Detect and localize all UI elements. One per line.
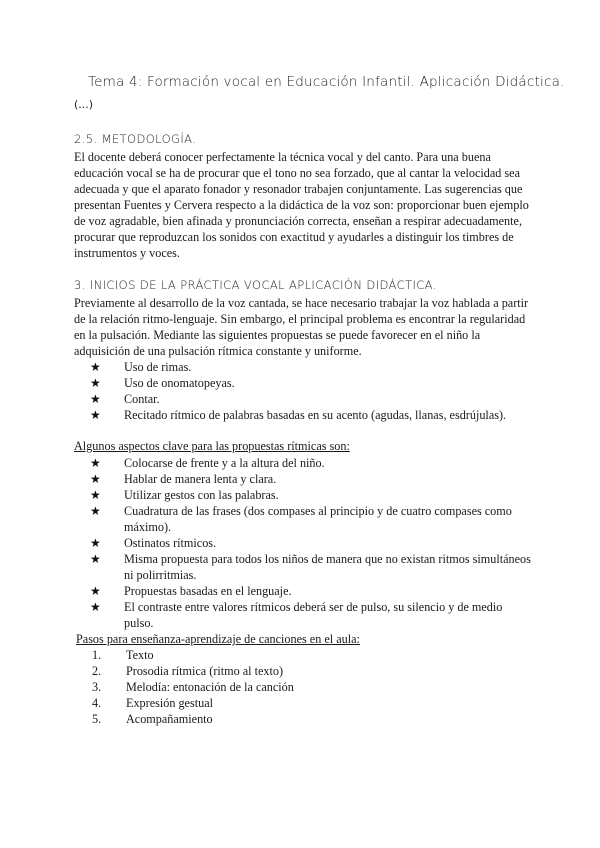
star-icon: ★ [90,408,101,422]
star-icon: ★ [90,600,101,614]
list-item: ★ Uso de onomatopeyas. [90,376,235,390]
section-text-inicios: Previamente al desarrollo de la voz cantada, se hace necesario trabajar la voz hablada a partir de la relación ritmo-lenguaje. Sin embargo, el principal problema es encontrar la regularidad en la pulsación. Mediante las siguientes propuestas se puede favorecer en el niño la adquisición de una pulsación rítmica constante y uniforme. [74,296,529,358]
list-item: 4. Expresión gestual [92,696,213,710]
star-icon: ★ [90,376,101,390]
star-icon: ★ [90,360,101,374]
list-item: ★ Ostinatos rítmicos. [90,536,217,550]
list-item: ★ Utilizar gestos con las palabras. [90,488,279,502]
section-inicios [74,277,534,423]
list-item: ★ Recitado rítmico de palabras basadas en su acento (agudas, llanas, esdrújulas). [90,408,507,422]
list-item: ★ Hablar de manera lenta y clara. [90,472,277,486]
star-icon: ★ [90,488,101,502]
star-icon: ★ [90,584,101,598]
star-icon: ★ [90,552,101,566]
list-item: 1. Texto [92,648,154,662]
aspects-list [74,455,534,631]
list-item: ★ El contraste entre valores rítmicos deberá ser de pulso, su silencio y de medio pulso. [90,600,503,630]
star-icon: ★ [90,456,101,470]
aspects-heading: Algunos aspectos clave para las propuestas rítmicas son: [74,439,350,453]
section-heading-metodologia: 2.5. METODOLOGÍA. [74,132,197,146]
list-item: ★ Colocarse de frente y a la altura del niño. [90,456,325,470]
rhythm-proposals-list [74,359,534,423]
list-item: 2. Prosodia rítmica (ritmo al texto) [92,664,284,678]
star-icon: ★ [90,392,101,406]
list-item: ★ Uso de rimas. [90,360,192,374]
document-title: Tema 4: Formación vocal en Educación Infantil. Aplicación Didáctica. [88,74,565,90]
section-steps [76,631,536,727]
list-item: 5. Acompañamiento [92,712,213,726]
list-item: ★ Misma propuesta para todos los niños de manera que no existan ritmos simultáneos ni polirritmias. [90,552,531,582]
list-item: 3. Melodía: entonación de la canción [92,680,294,694]
star-icon: ★ [90,504,101,518]
list-item: ★ Cuadratura de las frases (dos compases al principio y de cuatro compases como máximo). [90,504,512,534]
list-item: ★ Propuestas basadas en el lenguaje. [90,584,292,598]
section-metodologia [74,131,534,261]
star-icon: ★ [90,472,101,486]
steps-list [76,647,536,727]
section-text-metodologia: El docente deberá conocer perfectamente la técnica vocal y del canto. Para una buena educación vocal se ha de procurar que el tono no sea forzado, que al cantar la velocidad sea adecuada y que el aparato fonador y resonador trabajen conjuntamente. Las sugerencias que presentan Fuentes y Cervera respecto a la didáctica de la voz son: proporcionar buen ejemplo de voz agradable, bien afinada y pronunciación correcta, enseñan a respirar adecuadamente, procurar que reproduzcan los sonidos con exactitud y ayudarles a distinguir los timbres de instrumentos y voces. [74,150,529,260]
ellipsis-marker: (...) [74,98,94,111]
star-icon: ★ [90,536,101,550]
section-heading-inicios: 3. INICIOS DE LA PRÁCTICA VOCAL APLICACIÓN DIDÁCTICA. [74,278,437,292]
steps-heading: Pasos para enseñanza-aprendizaje de canciones en el aula: [76,632,360,646]
section-aspects [74,438,534,631]
list-item: ★ Contar. [90,392,160,406]
